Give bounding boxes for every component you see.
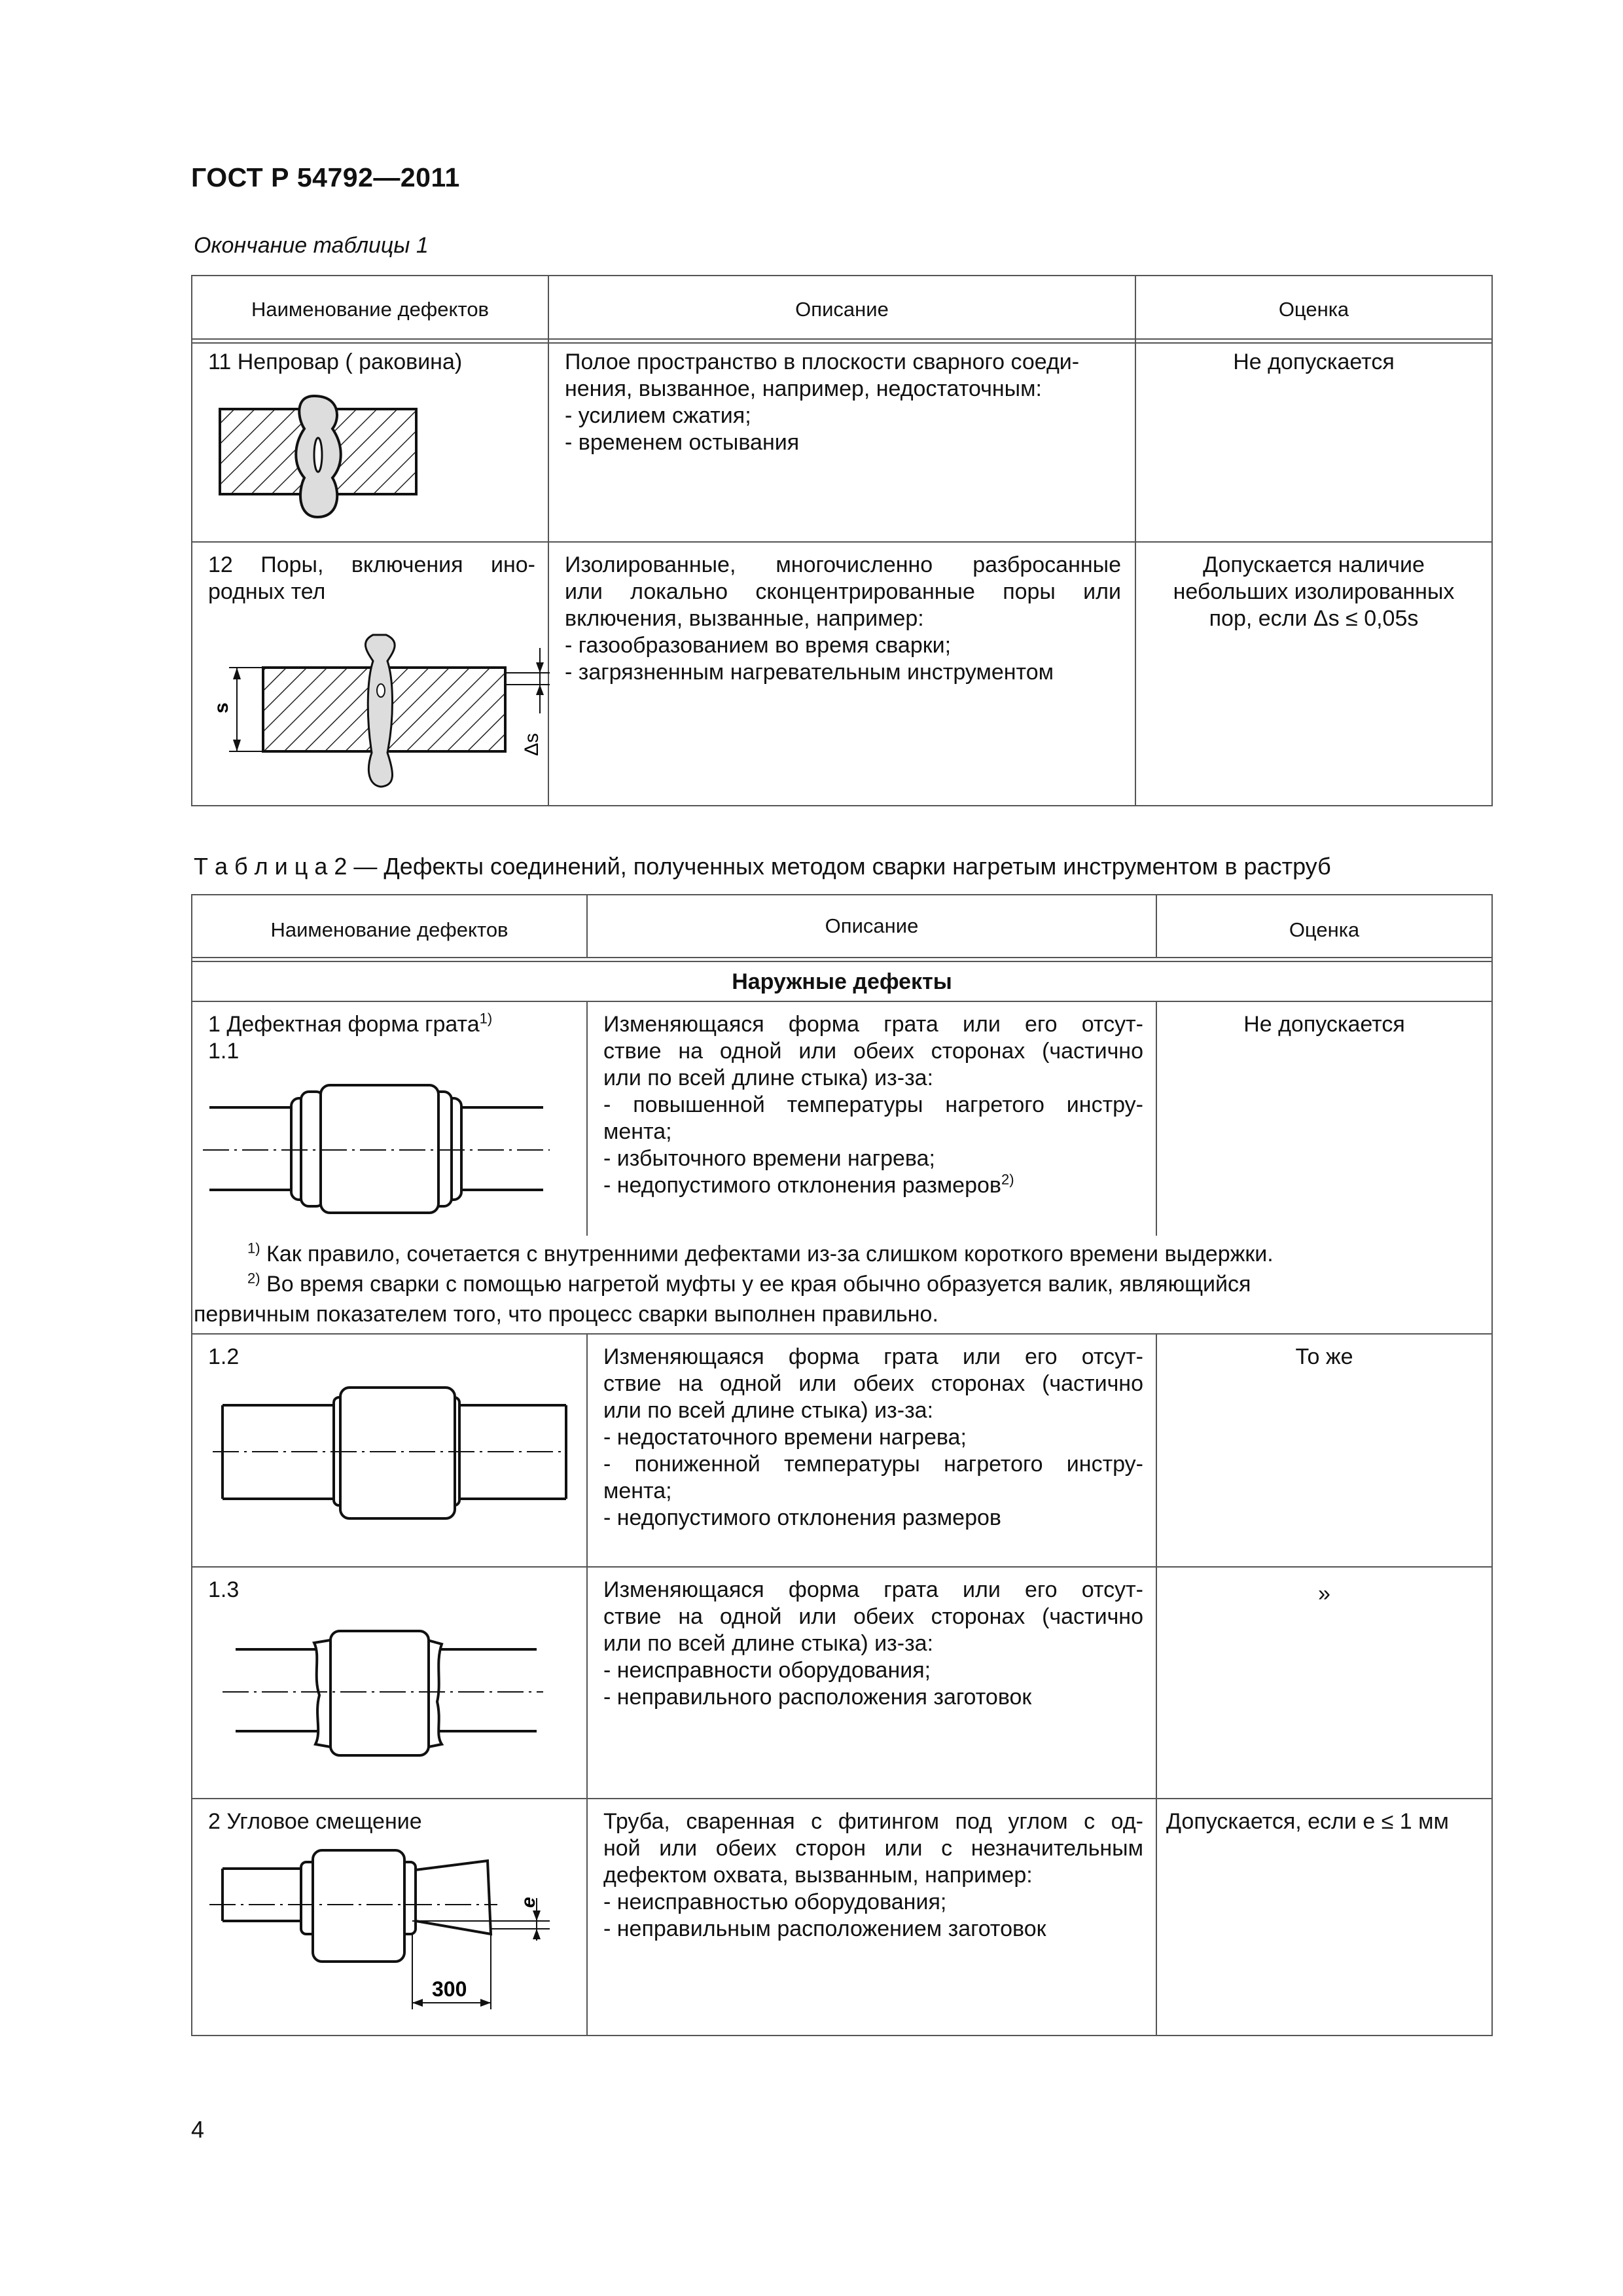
t2-row1-3-rating: »	[1318, 1581, 1330, 1606]
dim-label-e: e	[518, 1897, 539, 1908]
t1-header-rating: Оценка	[1278, 298, 1349, 321]
document-header: ГОСТ Р 54792—2011	[191, 162, 460, 192]
table1-caption: Окончание таблицы 1	[194, 233, 429, 258]
t2-section-external-defects: Наружные дефекты	[732, 969, 952, 994]
t2-row1-name: 1 Дефектная форма грата$^{1)}$ 1.1	[208, 1010, 493, 1064]
table2-caption: Т а б л и ц а 2 — Дефекты соединений, полученных методом сварки нагретым инструментом в раструб	[194, 853, 1331, 880]
t2-row1-2-description: Изменяющаяся форма грата или его отсут- ствие на одной или обеих сторонах (частично или по всей длине стыка) из-за: - недостаточного времени нагрева; - пониженной температуры нагретого инстру- мента; - недопустимого отклонения размеров	[603, 1344, 1143, 1530]
t2-header-description: Описание	[825, 914, 919, 937]
figure-insufficient-bead	[203, 1378, 569, 1554]
t2-row1-rating: Не допускается	[1243, 1012, 1405, 1037]
dim-label-s: s	[211, 702, 232, 713]
t2-row1-2-name: 1.2	[208, 1344, 240, 1369]
t2-header-name: Наименование дефектов	[270, 918, 508, 941]
page-number: 4	[191, 2116, 205, 2143]
figure-pores	[209, 622, 550, 798]
t1-row12-rating: Допускается наличие небольших изолированных пор, если Δs ≤ 0,05s	[1173, 552, 1455, 631]
t1-row11-rating: Не допускается	[1233, 350, 1395, 374]
figure-excessive-bead	[203, 1073, 556, 1227]
footnote-2: $^{2)}$ Во время сварки с помощью нагретой муфты у ее края обычно образуется валик, являющийся	[247, 1270, 1251, 1297]
t1-row11-description: Полое пространство в плоскости сварного соеди- нения, вызванное, например, недостаточным: - усилием сжатия; - временем остывания	[565, 350, 1080, 455]
figure-lack-of-fusion	[209, 393, 432, 524]
t2-row2-name: 2 Угловое смещение	[208, 1809, 422, 1834]
t2-row1-3-name: 1.3	[208, 1577, 240, 1602]
t2-header-rating: Оценка	[1289, 918, 1360, 941]
t2-row1-2-rating: То же	[1295, 1344, 1353, 1369]
footnote-1: $^{1)}$ Как правило, сочетается с внутренними дефектами из-за слишком короткого времени выдержки.	[247, 1240, 1274, 1266]
dim-label-300: 300	[432, 1977, 467, 2001]
t2-row1-3-description: Изменяющаяся форма грата или его отсут- ствие на одной или обеих сторонах (частично или по всей длине стыка) из-за: - неисправности оборудования; - неправильного расположения заготовок	[603, 1577, 1143, 1710]
t1-header-description: Описание	[795, 298, 889, 321]
t1-row11-name: 11 Непровар ( раковина)	[208, 350, 463, 374]
dim-label-delta-s: Δs	[521, 732, 543, 756]
figure-angular-misalignment	[209, 1842, 556, 2019]
t1-row12-name: 12 Поры, включения ино- родных тел	[208, 552, 535, 604]
t2-row2-rating: Допускается, если e ≤ 1 мм	[1166, 1809, 1449, 1834]
t1-row12-description: Изолированные, многочисленно разбросанные или локально сконцентрированные поры или включения, вызванные, например: - газообразованием во время сварки; - загрязненным нагревательным инструментом	[565, 552, 1121, 685]
footnote-2-continued: первичным показателем того, что процесс сварки выполнен правильно.	[194, 1302, 938, 1327]
t2-row1-description: Изменяющаяся форма грата или его отсут- ствие на одной или обеих сторонах (частично или по всей длине стыка) из-за: - повышенной температуры нагретого инстру- мента; - избыточного времени нагрева; - недопустимого отклонения размеров$^{2)}$	[603, 1012, 1143, 1198]
t1-header-name: Наименование дефектов	[251, 298, 490, 321]
t2-row2-description: Труба, сваренная с фитингом под углом с од- ной или обеих сторон или с незначительным дефектом охвата, вызванным, например: - неисправностью оборудования; - неправильным расположением заготовок	[603, 1809, 1143, 1941]
figure-irregular-bead	[216, 1617, 543, 1784]
